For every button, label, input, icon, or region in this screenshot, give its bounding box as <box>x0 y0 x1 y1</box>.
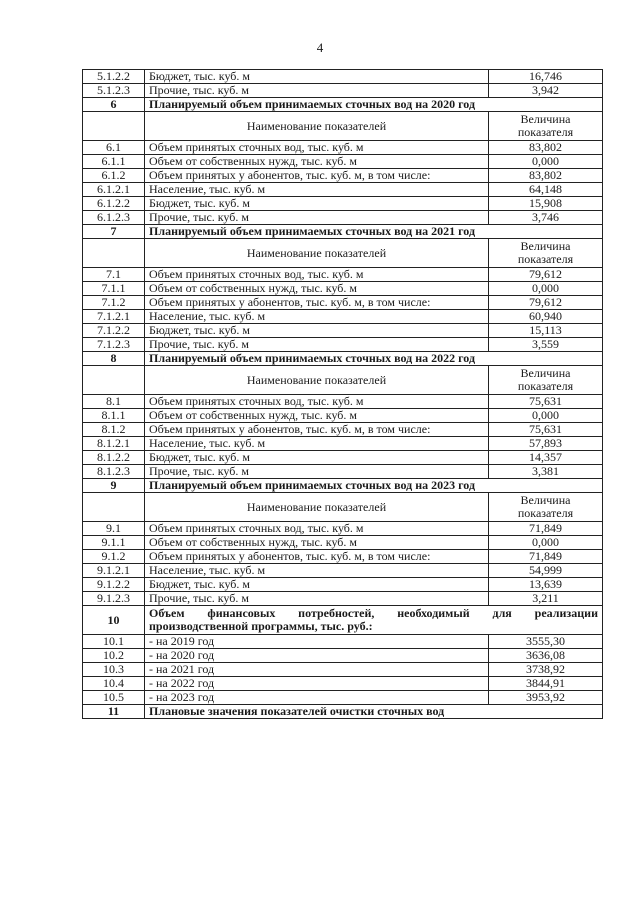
table-row <box>83 296 603 310</box>
row-code: 10.5 <box>83 691 145 705</box>
row-value: 79,612 <box>489 268 603 282</box>
row-code: 6.1.2 <box>83 169 145 183</box>
row-name: Население, тыс. куб. м <box>145 437 489 451</box>
header-code-cell <box>83 112 145 141</box>
row-name: Объем принятых сточных вод, тыс. куб. м <box>145 395 489 409</box>
row-code: 10.3 <box>83 663 145 677</box>
row-name: Бюджет, тыс. куб. м <box>145 70 489 84</box>
section-row <box>83 225 603 239</box>
row-name: Объем от собственных нужд, тыс. куб. м <box>145 536 489 550</box>
table-row <box>83 84 603 98</box>
row-code: 8.1 <box>83 395 145 409</box>
row-code: 6.1.2.1 <box>83 183 145 197</box>
column-header-name: Наименование показателей <box>145 112 489 141</box>
row-value: 3,746 <box>489 211 603 225</box>
row-code: 8.1.2.3 <box>83 465 145 479</box>
column-header-row <box>83 112 603 141</box>
row-name: Прочие, тыс. куб. м <box>145 592 489 606</box>
table-row <box>83 338 603 352</box>
section-row <box>83 705 603 719</box>
row-value: 3555,30 <box>489 635 603 649</box>
section-code: 9 <box>83 479 145 493</box>
row-value: 60,940 <box>489 310 603 324</box>
row-name: Прочие, тыс. куб. м <box>145 211 489 225</box>
section-code: 6 <box>83 98 145 112</box>
table-row <box>83 592 603 606</box>
column-header-value: Величина показателя <box>489 239 603 268</box>
row-name: Объем принятых у абонентов, тыс. куб. м, в том числе: <box>145 423 489 437</box>
table-row <box>83 395 603 409</box>
row-value: 15,113 <box>489 324 603 338</box>
row-code: 10.4 <box>83 677 145 691</box>
section-title: Планируемый объем принимаемых сточных вод на 2021 год <box>145 225 603 239</box>
table-row <box>83 282 603 296</box>
row-name: Объем от собственных нужд, тыс. куб. м <box>145 409 489 423</box>
row-name: Объем от собственных нужд, тыс. куб. м <box>145 282 489 296</box>
row-name: Объем принятых у абонентов, тыс. куб. м, в том числе: <box>145 296 489 310</box>
row-name: Бюджет, тыс. куб. м <box>145 451 489 465</box>
section-title: Планируемый объем принимаемых сточных вод на 2023 год <box>145 479 603 493</box>
table-row <box>83 677 603 691</box>
table-row <box>83 324 603 338</box>
row-code: 6.1.2.2 <box>83 197 145 211</box>
indicators-table <box>82 69 603 719</box>
row-value: 0,000 <box>489 282 603 296</box>
row-value: 75,631 <box>489 395 603 409</box>
column-header-row <box>83 239 603 268</box>
table-row <box>83 578 603 592</box>
section-code: 10 <box>83 606 145 635</box>
row-value: 15,908 <box>489 197 603 211</box>
row-code: 6.1.2.3 <box>83 211 145 225</box>
row-name: - на 2021 год <box>145 663 489 677</box>
row-code: 9.1.2.2 <box>83 578 145 592</box>
column-header-row <box>83 366 603 395</box>
section-row <box>83 606 603 635</box>
row-value: 16,746 <box>489 70 603 84</box>
row-name: Население, тыс. куб. м <box>145 310 489 324</box>
row-value: 83,802 <box>489 169 603 183</box>
section-row <box>83 479 603 493</box>
table-row <box>83 409 603 423</box>
table-row <box>83 649 603 663</box>
table-row <box>83 564 603 578</box>
table-row <box>83 451 603 465</box>
column-header-row <box>83 493 603 522</box>
row-code: 7.1.1 <box>83 282 145 296</box>
row-value: 13,639 <box>489 578 603 592</box>
row-value: 57,893 <box>489 437 603 451</box>
row-name: Объем принятых у абонентов, тыс. куб. м, в том числе: <box>145 169 489 183</box>
row-name: Бюджет, тыс. куб. м <box>145 578 489 592</box>
table-row <box>83 635 603 649</box>
row-value: 3,942 <box>489 84 603 98</box>
section-row <box>83 352 603 366</box>
row-name: - на 2023 год <box>145 691 489 705</box>
row-name: - на 2022 год <box>145 677 489 691</box>
row-code: 9.1 <box>83 522 145 536</box>
column-header-name: Наименование показателей <box>145 493 489 522</box>
section-title: Объем финансовых потребностей, необходимый для реализации производственной программы, тыс. руб.: <box>145 606 603 635</box>
table-row <box>83 691 603 705</box>
row-name: Прочие, тыс. куб. м <box>145 84 489 98</box>
column-header-name: Наименование показателей <box>145 366 489 395</box>
row-code: 7.1.2.3 <box>83 338 145 352</box>
row-name: Население, тыс. куб. м <box>145 564 489 578</box>
row-value: 71,849 <box>489 522 603 536</box>
row-value: 3953,92 <box>489 691 603 705</box>
row-name: Объем принятых сточных вод, тыс. куб. м <box>145 268 489 282</box>
row-code: 7.1.2.1 <box>83 310 145 324</box>
row-code: 8.1.2 <box>83 423 145 437</box>
row-code: 5.1.2.3 <box>83 84 145 98</box>
row-value: 79,612 <box>489 296 603 310</box>
section-title: Планируемый объем принимаемых сточных вод на 2022 год <box>145 352 603 366</box>
row-name: - на 2020 год <box>145 649 489 663</box>
table-row <box>83 183 603 197</box>
section-code: 7 <box>83 225 145 239</box>
table-row <box>83 663 603 677</box>
row-name: Объем принятых сточных вод, тыс. куб. м <box>145 141 489 155</box>
row-value: 14,357 <box>489 451 603 465</box>
column-header-name: Наименование показателей <box>145 239 489 268</box>
row-value: 64,148 <box>489 183 603 197</box>
row-code: 7.1.2.2 <box>83 324 145 338</box>
header-code-cell <box>83 239 145 268</box>
row-code: 6.1.1 <box>83 155 145 169</box>
row-code: 10.1 <box>83 635 145 649</box>
table-row <box>83 310 603 324</box>
section-code: 11 <box>83 705 145 719</box>
table-row <box>83 211 603 225</box>
row-name: Объем принятых у абонентов, тыс. куб. м, в том числе: <box>145 550 489 564</box>
row-code: 8.1.2.1 <box>83 437 145 451</box>
indicators-table-body <box>83 70 603 719</box>
table-row <box>83 465 603 479</box>
row-name: Объем принятых сточных вод, тыс. куб. м <box>145 522 489 536</box>
row-code: 5.1.2.2 <box>83 70 145 84</box>
row-value: 3,559 <box>489 338 603 352</box>
table-row <box>83 268 603 282</box>
column-header-value: Величина показателя <box>489 112 603 141</box>
row-name: Прочие, тыс. куб. м <box>145 338 489 352</box>
section-title: Планируемый объем принимаемых сточных вод на 2020 год <box>145 98 603 112</box>
table-row <box>83 169 603 183</box>
header-code-cell <box>83 366 145 395</box>
row-code: 9.1.1 <box>83 536 145 550</box>
section-row <box>83 98 603 112</box>
column-header-value: Величина показателя <box>489 493 603 522</box>
table-row <box>83 141 603 155</box>
row-value: 75,631 <box>489 423 603 437</box>
column-header-value: Величина показателя <box>489 366 603 395</box>
table-row <box>83 536 603 550</box>
table-row <box>83 155 603 169</box>
table-row <box>83 437 603 451</box>
row-name: Прочие, тыс. куб. м <box>145 465 489 479</box>
table-row <box>83 197 603 211</box>
row-name: Бюджет, тыс. куб. м <box>145 324 489 338</box>
row-code: 9.1.2.1 <box>83 564 145 578</box>
row-value: 3636,08 <box>489 649 603 663</box>
row-code: 8.1.2.2 <box>83 451 145 465</box>
row-code: 7.1.2 <box>83 296 145 310</box>
row-code: 6.1 <box>83 141 145 155</box>
row-value: 3844,91 <box>489 677 603 691</box>
row-value: 3738,92 <box>489 663 603 677</box>
row-code: 8.1.1 <box>83 409 145 423</box>
section-code: 8 <box>83 352 145 366</box>
row-value: 3,381 <box>489 465 603 479</box>
row-name: Население, тыс. куб. м <box>145 183 489 197</box>
row-value: 0,000 <box>489 536 603 550</box>
row-name: Бюджет, тыс. куб. м <box>145 197 489 211</box>
row-value: 71,849 <box>489 550 603 564</box>
table-row <box>83 522 603 536</box>
row-value: 0,000 <box>489 155 603 169</box>
table-row <box>83 550 603 564</box>
row-value: 0,000 <box>489 409 603 423</box>
row-value: 3,211 <box>489 592 603 606</box>
row-code: 9.1.2 <box>83 550 145 564</box>
table-row <box>83 423 603 437</box>
row-value: 54,999 <box>489 564 603 578</box>
row-code: 7.1 <box>83 268 145 282</box>
row-value: 83,802 <box>489 141 603 155</box>
section-title: Плановые значения показателей очистки сточных вод <box>145 705 603 719</box>
row-name: - на 2019 год <box>145 635 489 649</box>
row-name: Объем от собственных нужд, тыс. куб. м <box>145 155 489 169</box>
row-code: 9.1.2.3 <box>83 592 145 606</box>
table-row <box>83 70 603 84</box>
page-number: 4 <box>316 40 324 55</box>
row-code: 10.2 <box>83 649 145 663</box>
header-code-cell <box>83 493 145 522</box>
